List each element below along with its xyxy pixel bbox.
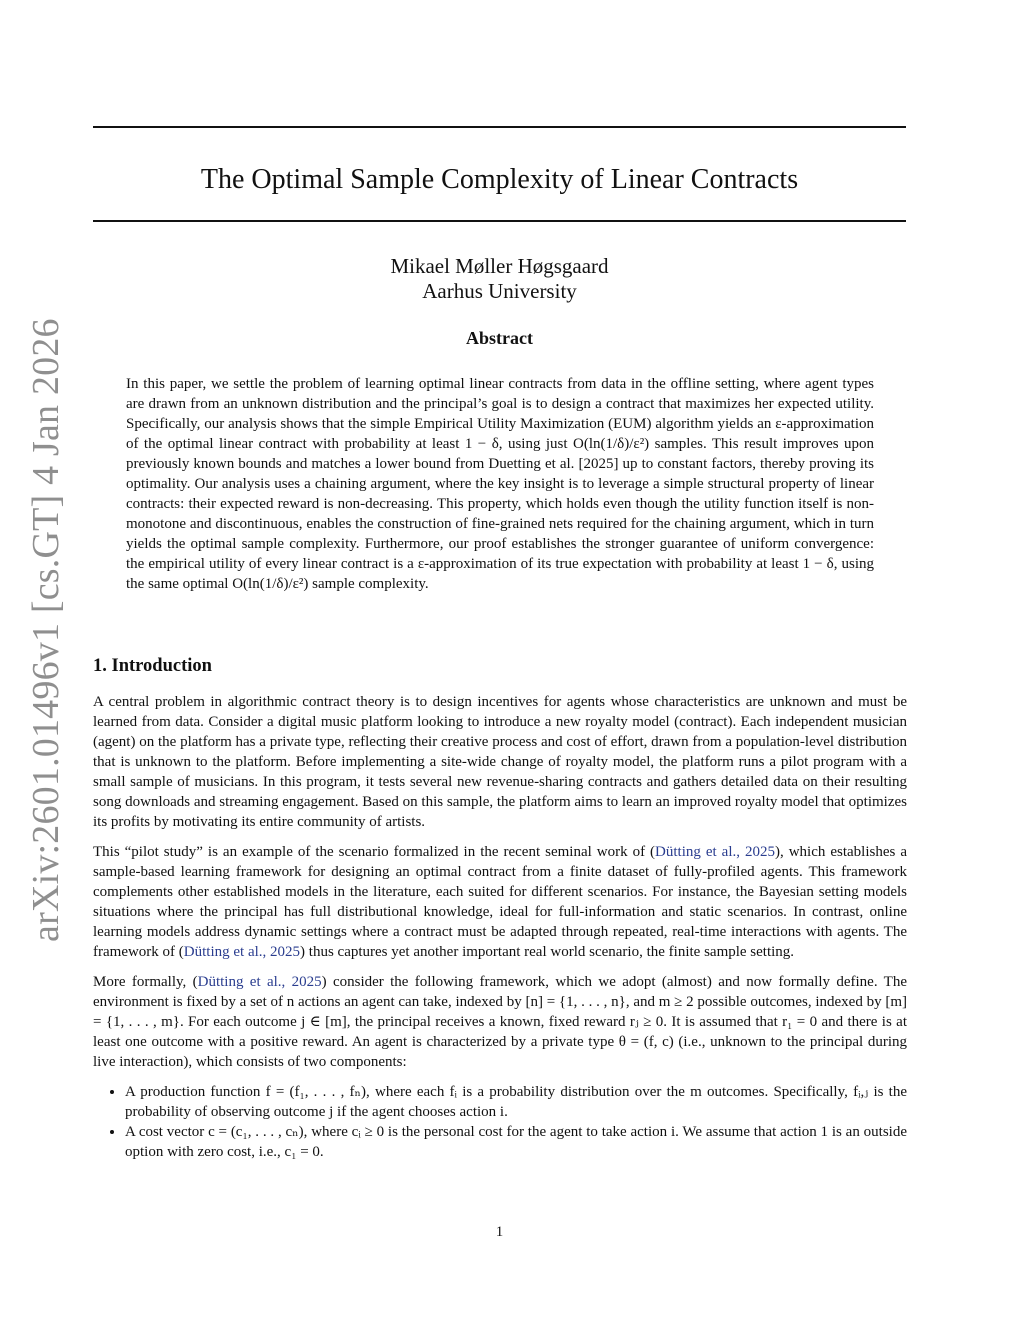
citation-link[interactable]: Dütting et al., 2025 xyxy=(655,844,775,860)
list-item: • A production function f = (f₁, . . . , fₙ), where each fᵢ is a probability distribution over the m outcomes. Specifically, fᵢ,ⱼ is the probability of observing outcome j if the agent chooses action i. xyxy=(125,1082,907,1122)
paragraph-3-text-b: ) consider the following framework, which we adopt (almost) and now formally define. The environment is fixed by a set of n actions an agent can take, indexed by [n] = {1, . . . , n}, and m ≥ 2 possible outcomes, indexed by [m] = {1, . . . , m}. For each outcome j ∈ [m], the principal receives a known, fixed reward rⱼ ≥ 0. It is assumed that r₁ = 0 and there is at least one outcome with a positive reward. An agent is characterized by a private type θ = (f, c) (i.e., unknown to the principal during live interaction), which consists of two components: xyxy=(93,974,907,1070)
author-name: Mikael Møller Høgsgaard xyxy=(390,254,609,278)
intro-paragraph-3 xyxy=(93,972,907,1072)
citation-link[interactable]: Dütting et al., 2025 xyxy=(183,944,301,960)
paper-title: The Optimal Sample Complexity of Linear Contracts xyxy=(200,164,799,195)
abstract-text: In this paper, we settle the problem of learning optimal linear contracts from data in the offline setting, where agent types are drawn from an unknown distribution and the principal’s goal is to design a contract that maximizes her expected utility. Specifically, our analysis shows that the simple Empirical Utility Maximization (EUM) algorithm yields an ε-approximation of the optimal linear contract with probability at least 1 − δ, using just O(ln(1/δ)/ε²) samples. This result improves upon previously known bounds and matches a lower bound from Duetting et al. [2025] up to constant factors, thereby proving its optimality. Our analysis uses a chaining argument, where the key insight is to leverage a simple structural property of linear contracts: their expected reward is non-decreasing. This property, which holds even though the utility function itself is non-monotone and discontinuous, enables the construction of fine-grained nets required for the chaining argument, which in turn yields the optimal sample complexity. Furthermore, our proof establishes the stronger guarantee of uniform convergence: the empirical utility of every linear contract is a ε-approximation of its true expectation with probability at least 1 − δ, using the same optimal O(ln(1/δ)/ε²) sample complexity. xyxy=(126,376,874,592)
section-heading-introduction: 1. Introduction xyxy=(93,656,212,676)
abstract-heading: Abstract xyxy=(466,328,533,348)
intro-paragraph-2 xyxy=(93,842,907,962)
paragraph-3-text-a: More formally, ( xyxy=(93,974,198,990)
paragraph-2-text-b: ), which establishes a sample-based learning framework for designing an optimal contract from a finite dataset of fully-profiled agents. This framework complements other established models in the literature, each suited for different scenarios. For instance, the Bayesian setting models situations where the principal has full distributional knowledge, ideal for full-information and static scenarios. In contrast, online learning models address dynamic settings where a contract must be adapted through repeated, real-time interactions with agents. The framework of ( xyxy=(93,844,907,960)
author-block xyxy=(93,254,906,304)
paragraph-2-text-a: This “pilot study” is an example of the scenario formalized in the recent seminal work of ( xyxy=(93,844,656,860)
introduction-body xyxy=(93,692,907,1162)
paragraph-2-text-c: ) thus captures yet another important real world scenario, the finite sample setting. xyxy=(300,944,795,960)
page-number: 1 xyxy=(495,1224,504,1240)
title-bottom-rule xyxy=(93,220,906,222)
component-list xyxy=(93,1082,907,1162)
arxiv-identifier-stamp: arXiv:2601.01496v1 [cs.GT] 4 Jan 2026 xyxy=(25,318,67,942)
citation-link[interactable]: Dütting et al., 2025 xyxy=(197,974,322,990)
author-affiliation: Aarhus University xyxy=(422,279,577,303)
intro-paragraph-1: A central problem in algorithmic contract theory is to design incentives for agents whose characteristics are unknown and must be learned from data. Consider a digital music platform looking to introduce a new royalty model (contract). Each independent musician (agent) on the platform has a private type, reflecting their creative process and cost of effort, drawn from a population-level distribution that is unknown to the platform. Before implementing a site-wide change of royalty model, the platform runs a pilot program with a small sample of musicians. In this program, it tests several new revenue-sharing contracts and gathers detailed data on their resulting song downloads and streaming engagement. Based on this sample, the platform aims to learn an improved royalty model that optimizes its profits by motivating its entire community of artists. xyxy=(93,694,907,830)
title-top-rule xyxy=(93,126,906,128)
list-item: • A cost vector c = (c₁, . . . , cₙ), where cᵢ ≥ 0 is the personal cost for the agent to take action i. We assume that action 1 is an outside option with zero cost, i.e., c₁ = 0. xyxy=(125,1122,907,1162)
